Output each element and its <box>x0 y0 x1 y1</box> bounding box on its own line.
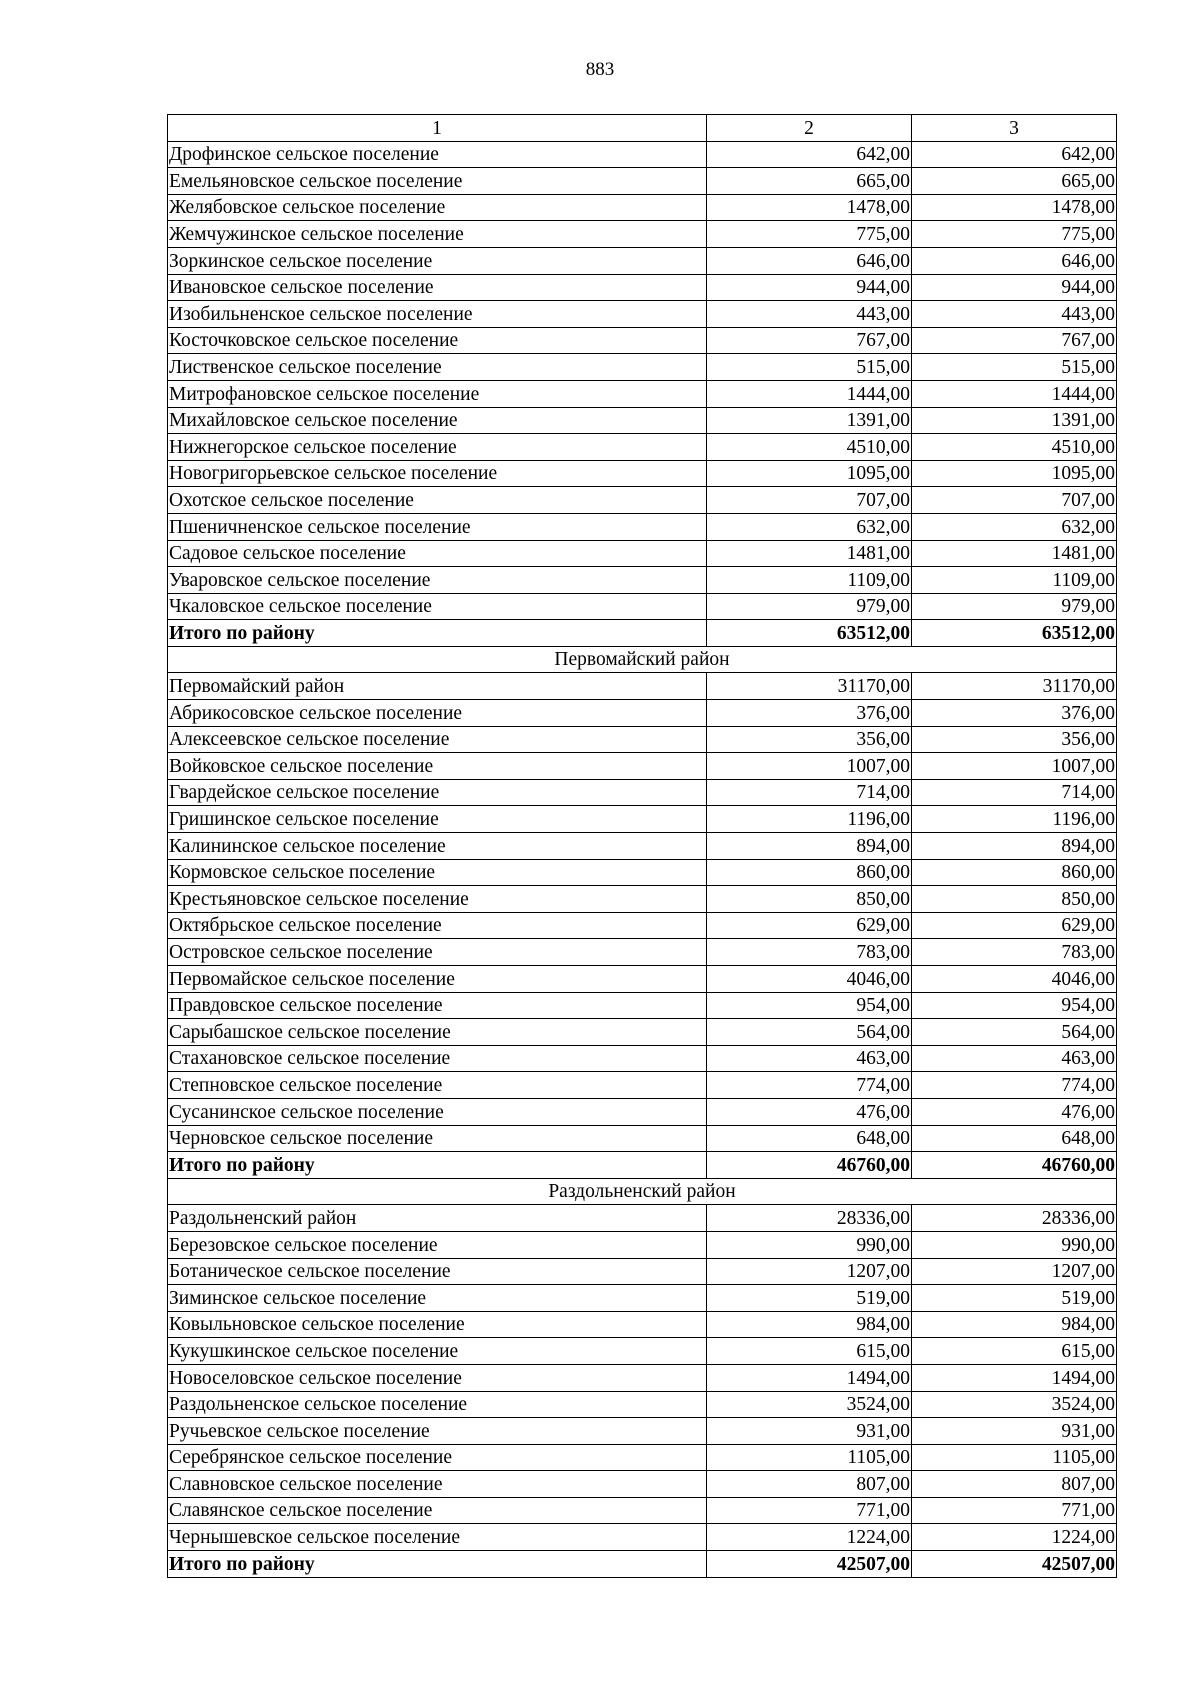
column-header-2: 2 <box>707 115 912 142</box>
settlement-name: Зиминское сельское поселение <box>168 1285 707 1312</box>
table-row <box>168 407 1117 434</box>
table-row <box>168 1311 1117 1338</box>
settlement-name: Желябовское сельское поселение <box>168 194 707 221</box>
section-title: Раздольненский район <box>168 1178 1117 1205</box>
budget-table <box>167 114 1117 1578</box>
settlement-name: Новоселовское сельское поселение <box>168 1364 707 1391</box>
table-row <box>168 673 1117 700</box>
table-row <box>168 779 1117 806</box>
value-col3: 1207,00 <box>912 1258 1117 1285</box>
table-row <box>168 992 1117 1019</box>
settlement-name: Михайловское сельское поселение <box>168 407 707 434</box>
value-col3: 1105,00 <box>912 1444 1117 1471</box>
value-col2: 860,00 <box>707 859 912 886</box>
value-col2: 990,00 <box>707 1231 912 1258</box>
settlement-name: Войковское сельское поселение <box>168 753 707 780</box>
settlement-name: Чернышевское сельское поселение <box>168 1524 707 1551</box>
value-col2: 850,00 <box>707 886 912 913</box>
table-row <box>168 886 1117 913</box>
value-col3: 476,00 <box>912 1098 1117 1125</box>
value-col2: 714,00 <box>707 779 912 806</box>
settlement-name: Славновское сельское поселение <box>168 1471 707 1498</box>
value-col2: 629,00 <box>707 912 912 939</box>
table-row <box>168 513 1117 540</box>
value-col3: 646,00 <box>912 247 1117 274</box>
table-row <box>168 1497 1117 1524</box>
value-col3: 3524,00 <box>912 1391 1117 1418</box>
table-row <box>168 1205 1117 1232</box>
table-row <box>168 141 1117 168</box>
table-row <box>168 274 1117 301</box>
total-col2: 63512,00 <box>707 620 912 647</box>
table-row <box>168 1125 1117 1152</box>
value-col3: 665,00 <box>912 168 1117 195</box>
table-row <box>168 700 1117 727</box>
value-col3: 1095,00 <box>912 460 1117 487</box>
value-col3: 984,00 <box>912 1311 1117 1338</box>
value-col3: 648,00 <box>912 1125 1117 1152</box>
value-col3: 807,00 <box>912 1471 1117 1498</box>
value-col3: 515,00 <box>912 354 1117 381</box>
settlement-name: Славянское сельское поселение <box>168 1497 707 1524</box>
table-row <box>168 859 1117 886</box>
value-col2: 1224,00 <box>707 1524 912 1551</box>
value-col2: 1207,00 <box>707 1258 912 1285</box>
table-row <box>168 194 1117 221</box>
value-col3: 28336,00 <box>912 1205 1117 1232</box>
value-col3: 954,00 <box>912 992 1117 1019</box>
value-col2: 28336,00 <box>707 1205 912 1232</box>
table-row <box>168 912 1117 939</box>
settlement-name: Дрофинское сельское поселение <box>168 141 707 168</box>
settlement-name: Октябрьское сельское поселение <box>168 912 707 939</box>
table-header-row <box>168 115 1117 142</box>
table-row <box>168 1524 1117 1551</box>
value-col3: 1481,00 <box>912 540 1117 567</box>
value-col3: 376,00 <box>912 700 1117 727</box>
table-row <box>168 1258 1117 1285</box>
value-col2: 443,00 <box>707 301 912 328</box>
value-col3: 31170,00 <box>912 673 1117 700</box>
settlement-name: Уваровское сельское поселение <box>168 567 707 594</box>
settlement-name: Зоркинское сельское поселение <box>168 247 707 274</box>
value-col2: 648,00 <box>707 1125 912 1152</box>
total-col3: 46760,00 <box>912 1152 1117 1179</box>
settlement-name: Первомайское сельское поселение <box>168 966 707 993</box>
table-row <box>168 1072 1117 1099</box>
value-col2: 775,00 <box>707 221 912 248</box>
value-col3: 4046,00 <box>912 966 1117 993</box>
table-row <box>168 247 1117 274</box>
settlement-name: Чкаловское сельское поселение <box>168 593 707 620</box>
total-row <box>168 1152 1117 1179</box>
table-row <box>168 806 1117 833</box>
table-row <box>168 487 1117 514</box>
settlement-name: Сусанинское сельское поселение <box>168 1098 707 1125</box>
settlement-name: Ручьевское сельское поселение <box>168 1418 707 1445</box>
value-col2: 476,00 <box>707 1098 912 1125</box>
value-col3: 443,00 <box>912 301 1117 328</box>
value-col2: 1444,00 <box>707 380 912 407</box>
settlement-name: Стахановское сельское поселение <box>168 1045 707 1072</box>
table-row <box>168 1098 1117 1125</box>
value-col3: 707,00 <box>912 487 1117 514</box>
column-header-3: 3 <box>912 115 1117 142</box>
total-col2: 42507,00 <box>707 1551 912 1578</box>
value-col2: 356,00 <box>707 726 912 753</box>
table-row <box>168 1285 1117 1312</box>
settlement-name: Ковыльновское сельское поселение <box>168 1311 707 1338</box>
settlement-name: Раздольненский район <box>168 1205 707 1232</box>
settlement-name: Нижнегорское сельское поселение <box>168 434 707 461</box>
value-col2: 519,00 <box>707 1285 912 1312</box>
value-col3: 850,00 <box>912 886 1117 913</box>
value-col2: 807,00 <box>707 1471 912 1498</box>
value-col3: 979,00 <box>912 593 1117 620</box>
table-row <box>168 567 1117 594</box>
value-col2: 615,00 <box>707 1338 912 1365</box>
table-row <box>168 301 1117 328</box>
value-col3: 771,00 <box>912 1497 1117 1524</box>
table-row <box>168 221 1117 248</box>
value-col2: 954,00 <box>707 992 912 1019</box>
table-row <box>168 380 1117 407</box>
total-row <box>168 1551 1117 1578</box>
value-col2: 767,00 <box>707 327 912 354</box>
section-title: Первомайский район <box>168 646 1117 673</box>
value-col3: 931,00 <box>912 1418 1117 1445</box>
value-col3: 1391,00 <box>912 407 1117 434</box>
settlement-name: Серебрянское сельское поселение <box>168 1444 707 1471</box>
value-col2: 1007,00 <box>707 753 912 780</box>
value-col3: 629,00 <box>912 912 1117 939</box>
column-header-1: 1 <box>168 115 707 142</box>
value-col2: 979,00 <box>707 593 912 620</box>
settlement-name: Абрикосовское сельское поселение <box>168 700 707 727</box>
value-col2: 515,00 <box>707 354 912 381</box>
page-number: 883 <box>585 59 615 80</box>
value-col3: 944,00 <box>912 274 1117 301</box>
table-row <box>168 168 1117 195</box>
value-col2: 646,00 <box>707 247 912 274</box>
settlement-name: Гришинское сельское поселение <box>168 806 707 833</box>
value-col3: 4510,00 <box>912 434 1117 461</box>
total-col2: 46760,00 <box>707 1152 912 1179</box>
value-col3: 463,00 <box>912 1045 1117 1072</box>
settlement-name: Черновское сельское поселение <box>168 1125 707 1152</box>
table-row <box>168 966 1117 993</box>
table-row <box>168 753 1117 780</box>
table-row <box>168 939 1117 966</box>
settlement-name: Изобильненское сельское поселение <box>168 301 707 328</box>
table-row <box>168 1471 1117 1498</box>
total-label: Итого по району <box>168 1551 707 1578</box>
value-col3: 564,00 <box>912 1019 1117 1046</box>
value-col2: 632,00 <box>707 513 912 540</box>
value-col2: 376,00 <box>707 700 912 727</box>
value-col2: 984,00 <box>707 1311 912 1338</box>
settlement-name: Березовское сельское поселение <box>168 1231 707 1258</box>
value-col3: 1494,00 <box>912 1364 1117 1391</box>
value-col2: 4510,00 <box>707 434 912 461</box>
settlement-name: Косточковское сельское поселение <box>168 327 707 354</box>
table-body <box>168 115 1117 1578</box>
settlement-name: Степновское сельское поселение <box>168 1072 707 1099</box>
value-col2: 31170,00 <box>707 673 912 700</box>
value-col2: 1391,00 <box>707 407 912 434</box>
value-col2: 783,00 <box>707 939 912 966</box>
settlement-name: Митрофановское сельское поселение <box>168 380 707 407</box>
value-col3: 1478,00 <box>912 194 1117 221</box>
total-label: Итого по району <box>168 620 707 647</box>
value-col2: 665,00 <box>707 168 912 195</box>
value-col3: 356,00 <box>912 726 1117 753</box>
value-col2: 1478,00 <box>707 194 912 221</box>
table-row <box>168 434 1117 461</box>
value-col2: 1109,00 <box>707 567 912 594</box>
value-col2: 774,00 <box>707 1072 912 1099</box>
value-col2: 1494,00 <box>707 1364 912 1391</box>
settlement-name: Крестьяновское сельское поселение <box>168 886 707 913</box>
table-row <box>168 460 1117 487</box>
value-col2: 1095,00 <box>707 460 912 487</box>
value-col3: 1196,00 <box>912 806 1117 833</box>
settlement-name: Емельяновское сельское поселение <box>168 168 707 195</box>
table-row <box>168 327 1117 354</box>
value-col2: 4046,00 <box>707 966 912 993</box>
value-col3: 990,00 <box>912 1231 1117 1258</box>
settlement-name: Пшеничненское сельское поселение <box>168 513 707 540</box>
value-col3: 519,00 <box>912 1285 1117 1312</box>
settlement-name: Кукушкинское сельское поселение <box>168 1338 707 1365</box>
table-row <box>168 1338 1117 1365</box>
value-col2: 894,00 <box>707 833 912 860</box>
section-header-row <box>168 1178 1117 1205</box>
settlement-name: Лиственское сельское поселение <box>168 354 707 381</box>
value-col3: 632,00 <box>912 513 1117 540</box>
value-col3: 860,00 <box>912 859 1117 886</box>
value-col2: 564,00 <box>707 1019 912 1046</box>
settlement-name: Новогригорьевское сельское поселение <box>168 460 707 487</box>
value-col3: 1109,00 <box>912 567 1117 594</box>
table-row <box>168 1391 1117 1418</box>
value-col3: 1224,00 <box>912 1524 1117 1551</box>
table-row <box>168 1019 1117 1046</box>
settlement-name: Раздольненское сельское поселение <box>168 1391 707 1418</box>
value-col3: 775,00 <box>912 221 1117 248</box>
table-row <box>168 833 1117 860</box>
table-row <box>168 1364 1117 1391</box>
value-col2: 771,00 <box>707 1497 912 1524</box>
settlement-name: Садовое сельское поселение <box>168 540 707 567</box>
value-col3: 783,00 <box>912 939 1117 966</box>
value-col2: 1105,00 <box>707 1444 912 1471</box>
value-col3: 615,00 <box>912 1338 1117 1365</box>
section-header-row <box>168 646 1117 673</box>
total-row <box>168 620 1117 647</box>
settlement-name: Гвардейское сельское поселение <box>168 779 707 806</box>
value-col3: 894,00 <box>912 833 1117 860</box>
settlement-name: Первомайский район <box>168 673 707 700</box>
settlement-name: Калининское сельское поселение <box>168 833 707 860</box>
settlement-name: Охотское сельское поселение <box>168 487 707 514</box>
value-col3: 714,00 <box>912 779 1117 806</box>
total-label: Итого по району <box>168 1152 707 1179</box>
table-row <box>168 1418 1117 1445</box>
value-col3: 767,00 <box>912 327 1117 354</box>
table-row <box>168 354 1117 381</box>
value-col2: 463,00 <box>707 1045 912 1072</box>
total-col3: 63512,00 <box>912 620 1117 647</box>
table-row <box>168 1231 1117 1258</box>
table-row <box>168 593 1117 620</box>
value-col2: 1481,00 <box>707 540 912 567</box>
value-col2: 931,00 <box>707 1418 912 1445</box>
settlement-name: Кормовское сельское поселение <box>168 859 707 886</box>
settlement-name: Правдовское сельское поселение <box>168 992 707 1019</box>
settlement-name: Островское сельское поселение <box>168 939 707 966</box>
table-row <box>168 540 1117 567</box>
settlement-name: Ботаническое сельское поселение <box>168 1258 707 1285</box>
value-col2: 1196,00 <box>707 806 912 833</box>
value-col3: 774,00 <box>912 1072 1117 1099</box>
value-col3: 1007,00 <box>912 753 1117 780</box>
value-col2: 944,00 <box>707 274 912 301</box>
settlement-name: Жемчужинское сельское поселение <box>168 221 707 248</box>
table-row <box>168 1045 1117 1072</box>
table-row <box>168 726 1117 753</box>
settlement-name: Алексеевское сельское поселение <box>168 726 707 753</box>
settlement-name: Ивановское сельское поселение <box>168 274 707 301</box>
value-col2: 707,00 <box>707 487 912 514</box>
value-col3: 642,00 <box>912 141 1117 168</box>
value-col3: 1444,00 <box>912 380 1117 407</box>
value-col2: 642,00 <box>707 141 912 168</box>
total-col3: 42507,00 <box>912 1551 1117 1578</box>
value-col2: 3524,00 <box>707 1391 912 1418</box>
settlement-name: Сарыбашское сельское поселение <box>168 1019 707 1046</box>
table-row <box>168 1444 1117 1471</box>
